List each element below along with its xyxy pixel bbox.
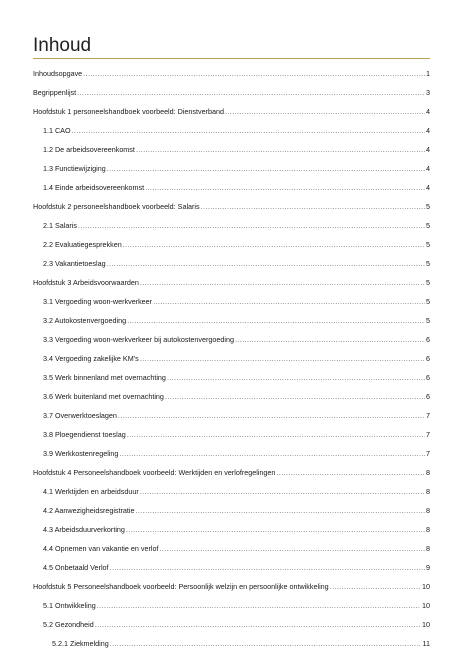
toc-entry-page-number: 4 (426, 145, 430, 154)
toc-entry-label: 4.1 Werktijden en arbeidsduur (43, 487, 139, 496)
toc-entry[interactable] (33, 163, 430, 182)
toc-entry-label: 3.9 Werkkostenregeling (43, 449, 119, 458)
toc-entry[interactable] (33, 201, 430, 220)
toc-entry-page-number: 6 (426, 392, 430, 401)
toc-entry[interactable] (33, 220, 430, 239)
toc-entry-page-number: 9 (426, 563, 430, 572)
toc-entry-page-number: 8 (426, 544, 430, 553)
toc-entry[interactable] (33, 410, 430, 429)
toc-entry-page-number: 5 (426, 221, 430, 230)
toc-entry[interactable] (33, 391, 430, 410)
toc-dot-leader (201, 201, 425, 213)
toc-dot-leader (136, 144, 425, 156)
toc-entry[interactable] (33, 277, 430, 296)
toc-entry-label: 4.3 Arbeidsduurverkorting (43, 525, 125, 534)
toc-entry[interactable] (33, 505, 430, 524)
toc-dot-leader (97, 600, 421, 612)
toc-entry-page-number: 7 (426, 411, 430, 420)
toc-dot-leader (72, 125, 425, 137)
toc-entry-label: Hoofdstuk 3 Arbeidsvoorwaarden (33, 278, 139, 287)
toc-entry-label: 1.1 CAO (43, 126, 71, 135)
toc-entry-page-number: 6 (426, 373, 430, 382)
toc-dot-leader (126, 524, 425, 536)
toc-entry-label: 1.3 Functiewijziging (43, 164, 106, 173)
toc-entry-page-number: 4 (426, 107, 430, 116)
toc-entry-label: Begrippenlijst (33, 88, 77, 97)
toc-entry-page-number: 10 (422, 601, 430, 610)
toc-dot-leader (77, 87, 425, 99)
toc-dot-leader (110, 562, 425, 574)
toc-dot-leader (276, 467, 425, 479)
toc-entry-label: 3.1 Vergoeding woon-werkverkeer (43, 297, 153, 306)
toc-entry-page-number: 5 (426, 316, 430, 325)
toc-dot-leader (140, 486, 425, 498)
toc-entry-page-number: 5 (426, 297, 430, 306)
toc-entry-label: 4.4 Opnemen van vakantie en verlof (43, 544, 159, 553)
toc-entry-page-number: 8 (426, 468, 430, 477)
toc-entry[interactable] (33, 239, 430, 258)
toc-dot-leader (107, 258, 425, 270)
toc-entry-page-number: 5 (426, 202, 430, 211)
toc-entry-label: 1.2 De arbeidsovereenkomst (43, 145, 135, 154)
toc-entry-page-number: 4 (426, 183, 430, 192)
toc-entry[interactable] (33, 334, 430, 353)
toc-dot-leader (235, 334, 425, 346)
toc-entry[interactable] (33, 581, 430, 600)
toc-dot-leader (330, 581, 421, 593)
toc-entry[interactable] (33, 486, 430, 505)
table-of-contents (33, 68, 430, 657)
toc-entry[interactable] (33, 87, 430, 106)
toc-entry[interactable] (33, 125, 430, 144)
toc-dot-leader (153, 296, 425, 308)
toc-entry[interactable] (33, 543, 430, 562)
toc-entry[interactable] (33, 106, 430, 125)
toc-entry-page-number: 7 (426, 449, 430, 458)
toc-dot-leader (95, 619, 421, 631)
toc-dot-leader (123, 239, 425, 251)
toc-entry[interactable] (33, 524, 430, 543)
toc-entry-page-number: 1 (426, 69, 430, 78)
toc-dot-leader (165, 391, 425, 403)
toc-entry[interactable] (33, 182, 430, 201)
toc-entry-page-number: 8 (426, 525, 430, 534)
toc-entry-label: Hoofdstuk 2 personeelshandboek voorbeeld: Salaris (33, 202, 200, 211)
toc-entry-label: 3.4 Vergoeding zakelijke KM’s (43, 354, 139, 363)
toc-entry[interactable] (33, 353, 430, 372)
toc-entry-label: 2.2 Evaluatiegesprekken (43, 240, 122, 249)
toc-entry-label: 4.5 Onbetaald Verlof (43, 563, 109, 572)
toc-entry-label: 3.6 Werk buitenland met overnachting (43, 392, 164, 401)
document-page (33, 34, 430, 657)
toc-entry[interactable] (33, 448, 430, 467)
toc-entry-page-number: 6 (426, 335, 430, 344)
toc-title: Inhoud (33, 35, 92, 56)
toc-dot-leader (127, 315, 425, 327)
toc-entry-page-number: 4 (426, 126, 430, 135)
toc-entry-page-number: 10 (422, 582, 430, 591)
toc-dot-leader (136, 505, 426, 517)
toc-entry-label: 2.1 Salaris (43, 221, 77, 230)
title-divider (33, 58, 430, 59)
toc-entry-page-number: 5 (426, 259, 430, 268)
toc-entry[interactable] (33, 372, 430, 391)
toc-entry-label: Hoofdstuk 4 Personeelshandboek voorbeeld: Werktijden en verlofregelingen (33, 468, 276, 477)
toc-entry-label: Inhoudsopgave (33, 69, 83, 78)
toc-dot-leader (225, 106, 425, 118)
toc-entry-label: Hoofdstuk 5 Personeelshandboek voorbeeld: Persoonlijk welzijn en persoonlijke ontwikkeling (33, 582, 329, 591)
toc-entry[interactable] (33, 638, 430, 657)
toc-dot-leader (78, 220, 425, 232)
toc-entry[interactable] (33, 258, 430, 277)
toc-dot-leader (140, 277, 425, 289)
toc-entry-page-number: 3 (426, 88, 430, 97)
toc-entry[interactable] (33, 600, 430, 619)
toc-entry[interactable] (33, 467, 430, 486)
toc-entry[interactable] (33, 619, 430, 638)
toc-entry-page-number: 7 (426, 430, 430, 439)
toc-dot-leader (107, 163, 425, 175)
toc-entry-label: 3.2 Autokostenvergoeding (43, 316, 127, 325)
toc-entry[interactable] (33, 429, 430, 448)
toc-entry-label: Hoofdstuk 1 personeelshandboek voorbeeld: Dienstverband (33, 107, 224, 116)
toc-dot-leader (167, 372, 425, 384)
toc-dot-leader (159, 543, 425, 555)
toc-dot-leader (119, 448, 425, 460)
toc-entry-label: 3.5 Werk binnenland met overnachting (43, 373, 166, 382)
toc-entry[interactable] (33, 315, 430, 334)
toc-entry[interactable] (33, 144, 430, 163)
toc-entry-page-number: 8 (426, 487, 430, 496)
toc-entry-label: 4.2 Aanwezigheidsregistratie (43, 506, 135, 515)
toc-entry-page-number: 11 (422, 639, 430, 648)
toc-entry-page-number: 10 (422, 620, 430, 629)
toc-dot-leader (118, 410, 425, 422)
toc-entry-label: 3.7 Overwerktoeslagen (43, 411, 117, 420)
toc-entry-label: 3.3 Vergoeding woon-werkverkeer bij autokostenvergoeding (43, 335, 234, 344)
toc-entry-label: 5.2.1 Ziekmelding (52, 639, 109, 648)
toc-entry-label: 5.2 Gezondheid (43, 620, 94, 629)
toc-entry-label: 5.1 Ontwikkeling (43, 601, 96, 610)
toc-entry-page-number: 5 (426, 240, 430, 249)
toc-entry-page-number: 4 (426, 164, 430, 173)
toc-entry[interactable] (33, 68, 430, 87)
toc-dot-leader (140, 353, 425, 365)
toc-dot-leader (110, 638, 422, 650)
toc-entry[interactable] (33, 562, 430, 581)
toc-entry-label: 3.8 Ploegendienst toeslag (43, 430, 126, 439)
toc-entry-page-number: 5 (426, 278, 430, 287)
toc-entry-page-number: 8 (426, 506, 430, 515)
toc-entry-label: 2.3 Vakantietoeslag (43, 259, 106, 268)
toc-dot-leader (127, 429, 425, 441)
toc-entry-page-number: 6 (426, 354, 430, 363)
toc-dot-leader (83, 68, 425, 80)
toc-entry-label: 1.4 Einde arbeidsovereenkomst (43, 183, 145, 192)
toc-entry[interactable] (33, 296, 430, 315)
toc-dot-leader (145, 182, 425, 194)
